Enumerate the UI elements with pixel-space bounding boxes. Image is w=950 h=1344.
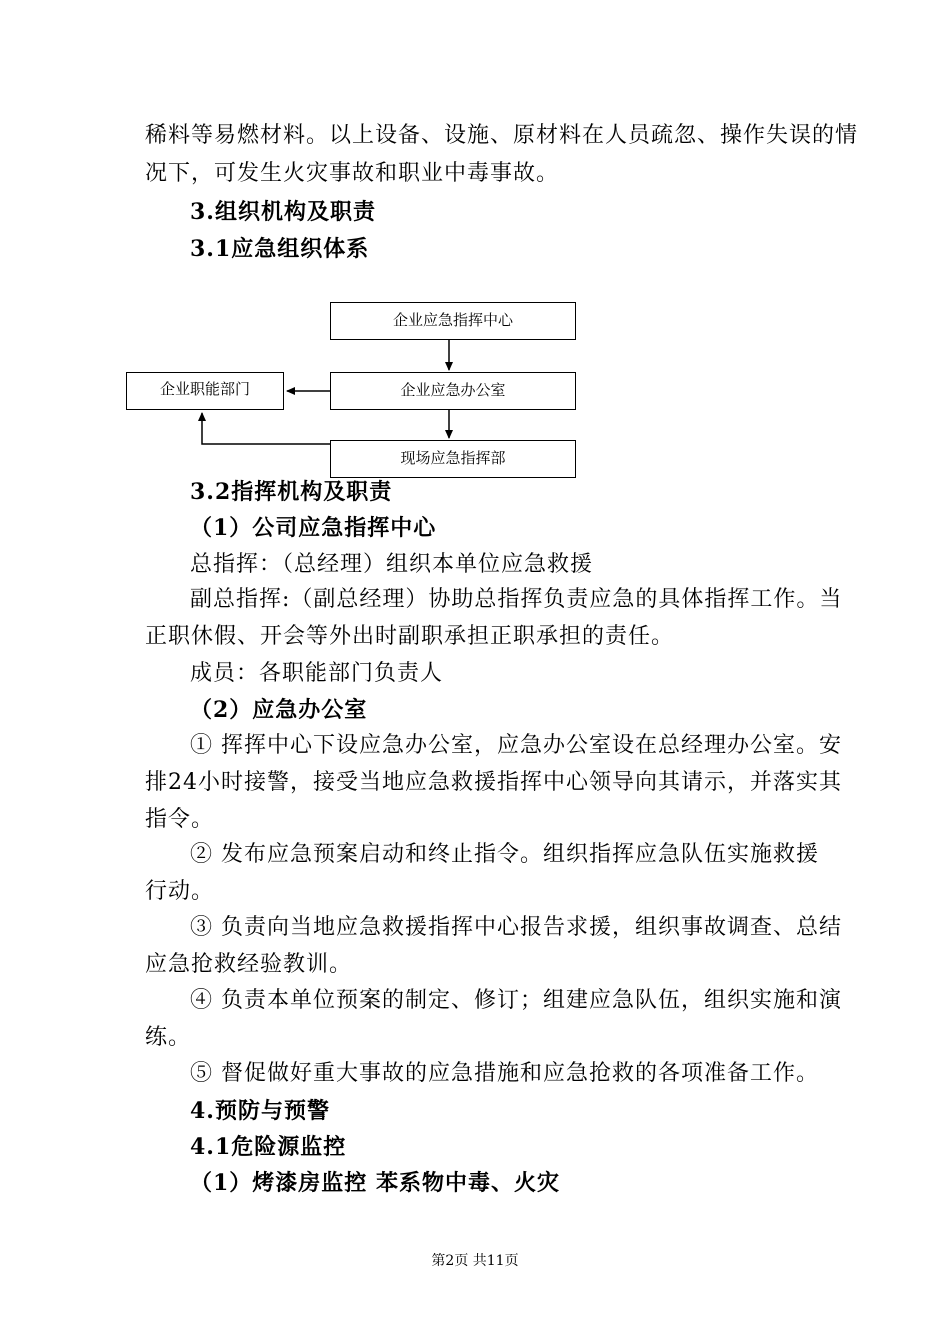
paragraph-line: 况下，可发生火灾事故和职业中毒事故。 — [145, 161, 560, 186]
org-box-onsite-command: 现场应急指挥部 — [330, 440, 576, 478]
paragraph-line: 正职休假、开会等外出时副职承担正职承担的责任。 — [145, 624, 675, 649]
paragraph-line: ② 发布应急预案启动和终止指令。组织指挥应急队伍实施救援 — [190, 842, 819, 867]
item-heading: （2）应急办公室 — [190, 697, 368, 723]
item-heading: （1）烤漆房监控 苯系物中毒、火灾 — [190, 1170, 560, 1196]
section-heading: 4.预防与预警 — [190, 1098, 330, 1124]
paragraph-line: 指令。 — [145, 807, 215, 832]
subsection-heading: 3.2指挥机构及职责 — [190, 479, 393, 505]
page-footer: 第2页 共11页 — [431, 1253, 519, 1269]
org-box-emergency-office: 企业应急办公室 — [330, 372, 576, 410]
paragraph-line: 行动。 — [145, 879, 215, 904]
paragraph-line: ⑤ 督促做好重大事故的应急措施和应急抢救的各项准备工作。 — [190, 1061, 819, 1086]
paragraph-line: ④ 负责本单位预案的制定、修订；组建应急队伍，组织实施和演 — [190, 988, 842, 1013]
subsection-heading: 3.1应急组织体系 — [190, 236, 370, 262]
paragraph-line: 总指挥：（总经理）组织本单位应急救援 — [190, 552, 594, 577]
arrow-onsite-to-depts — [202, 413, 330, 444]
paragraph-line: 稀料等易燃材料。以上设备、设施、原材料在人员疏忽、操作失误的情 — [145, 123, 859, 148]
paragraph-line: 排24小时接警，接受当地应急救援指挥中心领导向其请示，并落实其 — [145, 770, 842, 795]
paragraph-line: ③ 负责向当地应急救援指挥中心报告求援，组织事故调查、总结 — [190, 915, 842, 940]
paragraph-line: 练。 — [145, 1025, 192, 1050]
org-box-functional-departments: 企业职能部门 — [126, 372, 284, 410]
paragraph-line: 副总指挥:（副总经理）协助总指挥负责应急的具体指挥工作。当 — [190, 587, 843, 612]
section-heading: 3.组织机构及职责 — [190, 199, 376, 225]
org-box-command-center: 企业应急指挥中心 — [330, 302, 576, 340]
paragraph-line: 成员：各职能部门负责人 — [190, 661, 444, 686]
paragraph-line: 应急抢救经验教训。 — [145, 952, 353, 977]
paragraph-line: ① 挥挥中心下设应急办公室，应急办公室设在总经理办公室。安 — [190, 733, 842, 758]
item-heading: （1）公司应急指挥中心 — [190, 515, 437, 541]
subsection-heading: 4.1危险源监控 — [190, 1134, 347, 1160]
